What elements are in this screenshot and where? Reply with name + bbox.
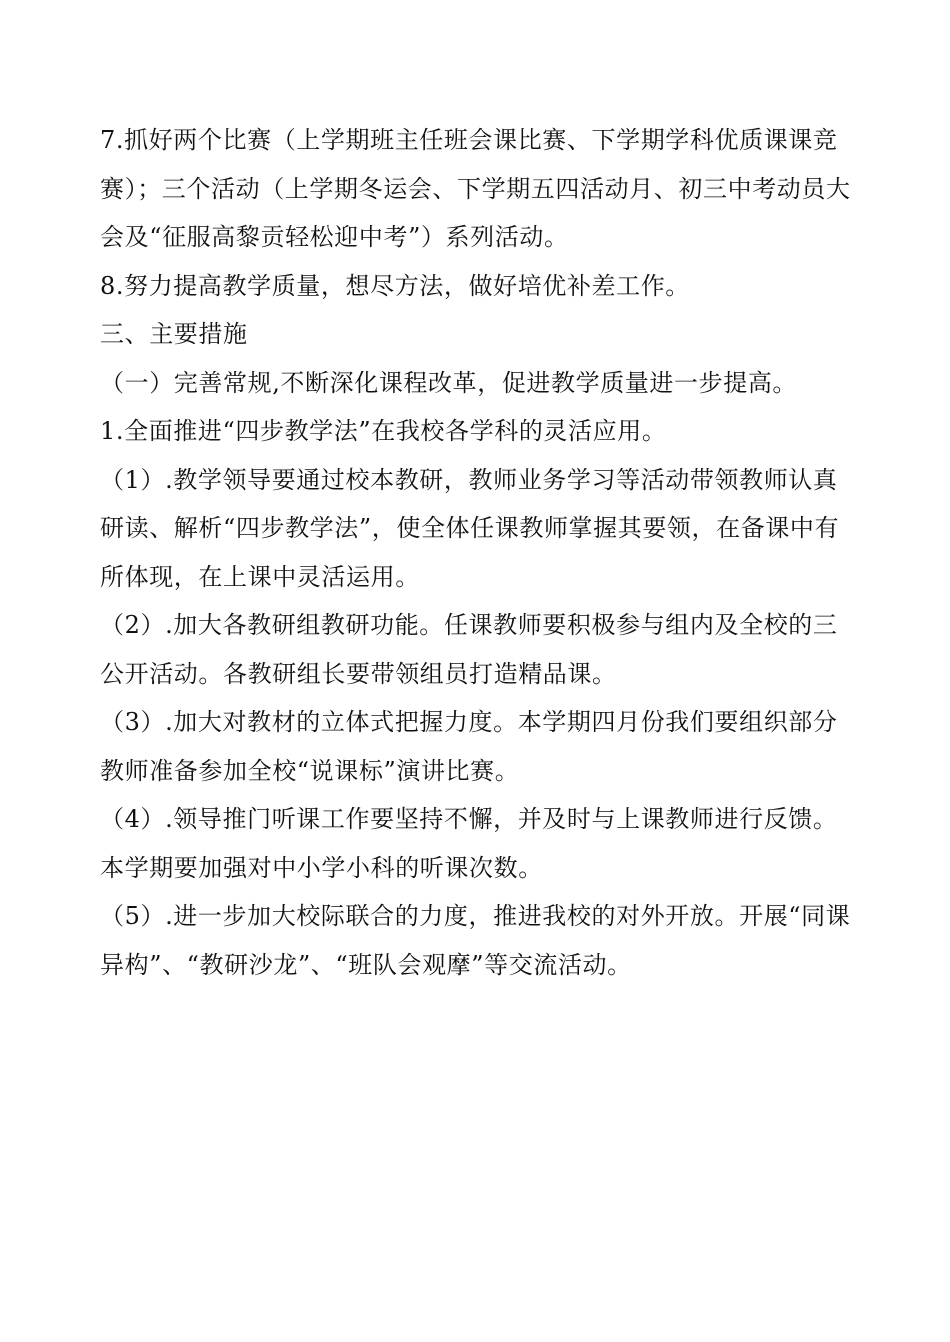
document-body — [100, 116, 860, 989]
measure-item-1: 1.全面推进“四步教学法”在我校各学科的灵活应用。 — [100, 417, 667, 445]
sub-measure-item-1: （1）.教学领导要通过校本教研，教师业务学习等活动带领教师认真研读、解析“四步教学法”，使全体任课教师掌握其要领，在备课中有所体现，在上课中灵活运用。 — [100, 465, 840, 591]
sub-measure-item-5: （5）.进一步加大校际联合的力度，推进我校的对外开放。开展“同课异构”、“教研沙龙”、“班队会观摩”等交流活动。 — [100, 902, 851, 979]
paragraph-item-8: 8.努力提高教学质量，想尽方法，做好培优补差工作。 — [100, 271, 690, 300]
paragraph-item-7: 7.抓好两个比赛（上学期班主任班会课比赛、下学期学科优质课课竞赛）；三个活动（上学期冬运会、下学期五四活动月、初三中考动员大会及“征服高黎贡轻松迎中考”）系列活动。 — [100, 126, 851, 251]
sub-measure-item-3: （3）.加大对教材的立体式把握力度。本学期四月份我们要组织部分教师准备参加全校“说课标”演讲比赛。 — [100, 708, 838, 785]
subsection-heading-1: （一）完善常规,不断深化课程改革，促进教学质量进一步提高。 — [100, 368, 798, 397]
sub-measure-item-4: （4）.领导推门听课工作要坚持不懈，并及时与上课教师进行反馈。本学期要加强对中小学小科的听课次数。 — [100, 805, 838, 882]
sub-measure-item-2: （2）.加大各教研组教研功能。任课教师要积极参与组内及全校的三公开活动。各教研组长要带领组员打造精品课。 — [100, 611, 838, 688]
section-heading-main-measures: 三、主要措施 — [100, 320, 248, 348]
